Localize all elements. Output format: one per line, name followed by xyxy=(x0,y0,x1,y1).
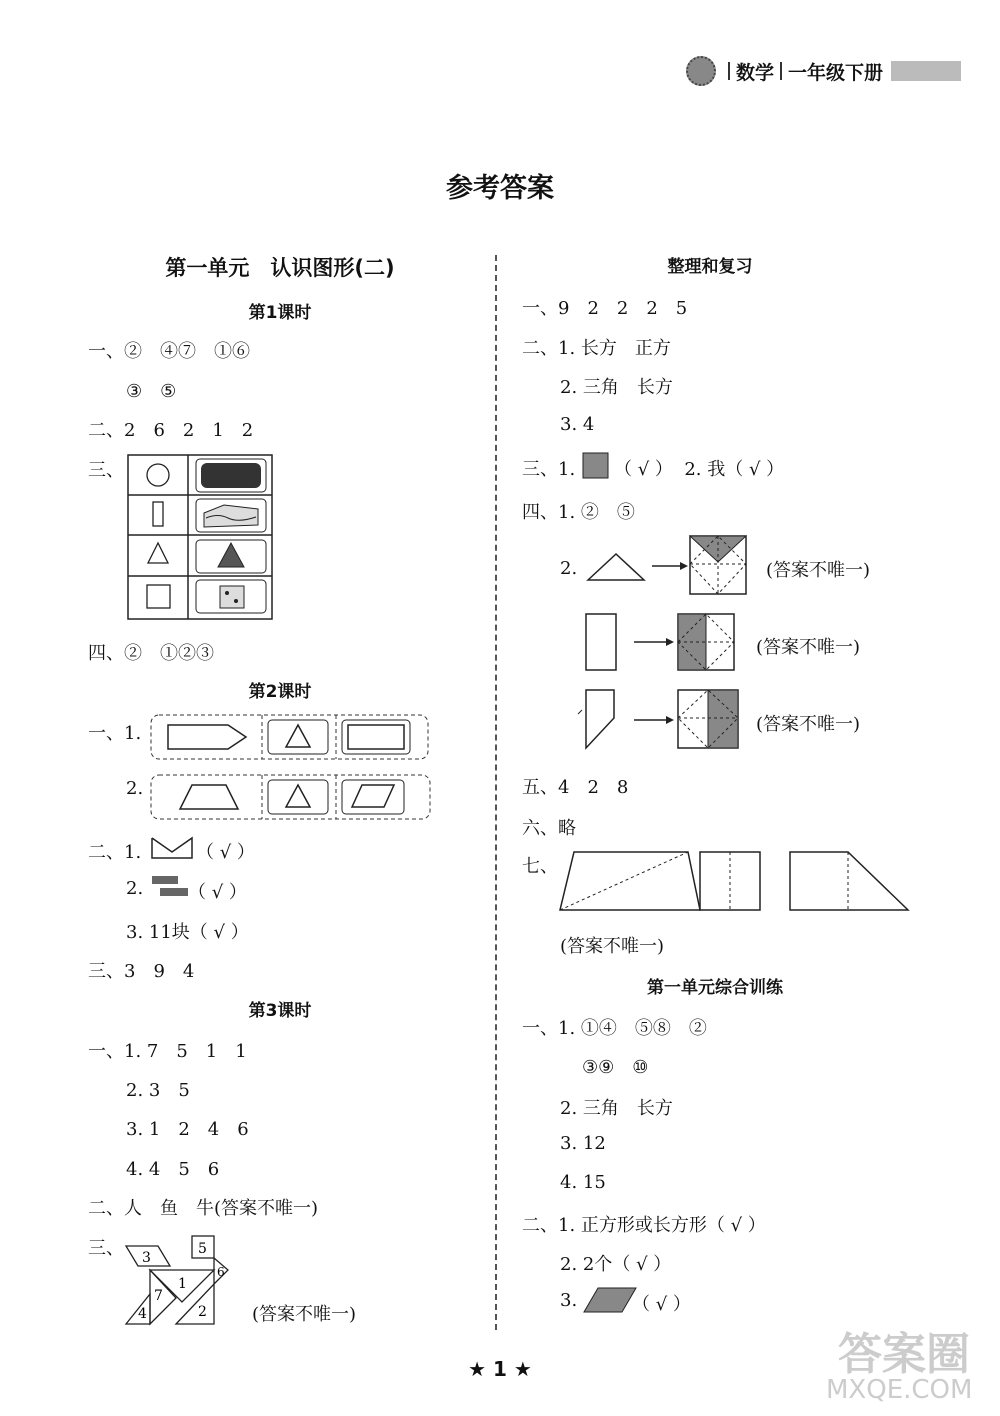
l2-q1-1: 一、1. xyxy=(88,723,142,744)
tangram-num: 4 xyxy=(138,1306,147,1322)
stacked-bars-icon xyxy=(150,874,190,898)
tangram-num: 6 xyxy=(217,1265,225,1279)
watermark-url: MXQE.COM xyxy=(826,1375,973,1405)
l2-q2-1-label: 二、1. xyxy=(88,842,142,863)
r-q2-3: 3. 4 xyxy=(560,414,595,435)
tangram-num: 2 xyxy=(198,1304,207,1320)
l2-q1-2: 2. xyxy=(126,778,144,799)
r-q3-mid: （ √ ） 2. 我（ √ ） xyxy=(614,459,785,480)
l3-q1-3: 3. 1 2 4 6 xyxy=(126,1119,249,1140)
divider-bar xyxy=(728,62,730,80)
r-q4-2: 2. xyxy=(560,558,578,579)
tangram-num: 3 xyxy=(142,1250,151,1266)
l2-q2-2-label: 2. xyxy=(126,878,144,899)
lesson1-title: 第1课时 xyxy=(248,303,312,323)
r-q5: 五、4 2 8 xyxy=(522,777,629,798)
l3-q3-label: 三、 xyxy=(88,1238,124,1259)
r-q6: 六、略 xyxy=(522,818,576,839)
header-gray-strip xyxy=(891,61,961,81)
r-q7-note: (答案不唯一) xyxy=(560,936,665,957)
grade-label: 一年级下册 xyxy=(788,61,884,84)
r-q7-label: 七、 xyxy=(522,856,558,877)
r-note-1: (答案不唯一) xyxy=(766,560,871,581)
l3-q1-1: 一、1. 7 5 1 1 xyxy=(88,1041,247,1062)
l3-q1-2: 2. 3 5 xyxy=(126,1080,190,1101)
r-q1: 一、9 2 2 2 5 xyxy=(522,298,688,319)
shape-matching-grid xyxy=(128,455,273,620)
c-q1-3: 3. 12 xyxy=(560,1133,606,1154)
r-q3-label: 三、1. xyxy=(522,459,576,480)
l1-q4: 四、② ①②③ xyxy=(88,643,214,664)
tangram-num: 1 xyxy=(178,1276,187,1292)
l3-q2: 二、人 鱼 牛(答案不唯一) xyxy=(88,1198,319,1219)
r-q2-2: 2. 三角 长方 xyxy=(560,377,673,398)
page-header xyxy=(686,56,961,86)
l1-q3-label: 三、 xyxy=(88,460,124,481)
subject-label: 数学 xyxy=(736,61,775,84)
tangram-figure xyxy=(120,1232,240,1332)
page-title: 参考答案 xyxy=(446,173,554,204)
lesson2-title: 第2课时 xyxy=(248,682,312,702)
watermark-text: 答案圈 xyxy=(838,1329,970,1380)
l2-q1-2-figure xyxy=(150,774,432,822)
sun-logo-icon xyxy=(686,56,716,86)
q7-shapes-figure xyxy=(558,848,914,914)
fold-figure-rectangle xyxy=(584,612,744,674)
c-q2-3-label: 3. xyxy=(560,1290,578,1311)
c-q1-1a: 一、1. ①④ ⑤⑧ ② xyxy=(522,1018,707,1039)
l2-q2-2-mark: （ √ ） xyxy=(188,882,247,903)
gray-square-icon xyxy=(582,452,610,480)
divider-bar xyxy=(780,62,782,80)
l2-q3: 三、3 9 4 xyxy=(88,961,195,982)
comprehensive-title: 第一单元综合训练 xyxy=(647,978,783,998)
r-note-2: (答案不唯一) xyxy=(756,637,861,658)
tangram-num: 7 xyxy=(154,1288,163,1304)
r-q2-1: 二、1. 长方 正方 xyxy=(522,338,671,359)
l1-q2: 二、2 6 2 1 2 xyxy=(88,420,254,441)
unit-title: 第一单元 认识图形(二) xyxy=(165,256,395,280)
r-q4-1: 四、1. ② ⑤ xyxy=(522,502,635,523)
lesson3-title: 第3课时 xyxy=(248,1001,312,1021)
l2-q2-1-mark: （ √ ） xyxy=(196,842,255,863)
l1-q1-line2: ③ ⑤ xyxy=(126,381,177,402)
gray-parallelogram-icon xyxy=(582,1286,638,1314)
c-q1-1b: ③⑨ ⑩ xyxy=(582,1057,649,1078)
l2-q1-1-figure xyxy=(150,714,430,762)
r-note-3: (答案不唯一) xyxy=(756,714,861,735)
c-q2-3-mark: （ √ ） xyxy=(632,1294,691,1315)
column-divider xyxy=(495,255,497,1330)
review-title: 整理和复习 xyxy=(667,257,753,277)
tangram-num: 5 xyxy=(198,1241,207,1257)
l3-q1-4: 4. 4 5 6 xyxy=(126,1159,220,1180)
l1-q1-line1: 一、② ④⑦ ①⑥ xyxy=(88,341,250,362)
l2-q2-3: 3. 11块（ √ ） xyxy=(126,922,249,943)
c-q1-4: 4. 15 xyxy=(560,1172,606,1193)
page-number: ★ 1 ★ xyxy=(468,1357,532,1381)
c-q2-2: 2. 2个（ √ ） xyxy=(560,1254,672,1275)
fold-figure-triangle xyxy=(584,534,754,598)
c-q1-2: 2. 三角 长方 xyxy=(560,1098,673,1119)
l3-q3-note: (答案不唯一) xyxy=(252,1304,357,1325)
fold-figure-trapezoid xyxy=(578,688,744,752)
c-q2-1: 二、1. 正方形或长方形（ √ ） xyxy=(522,1215,766,1236)
folded-shape-icon xyxy=(150,836,194,860)
